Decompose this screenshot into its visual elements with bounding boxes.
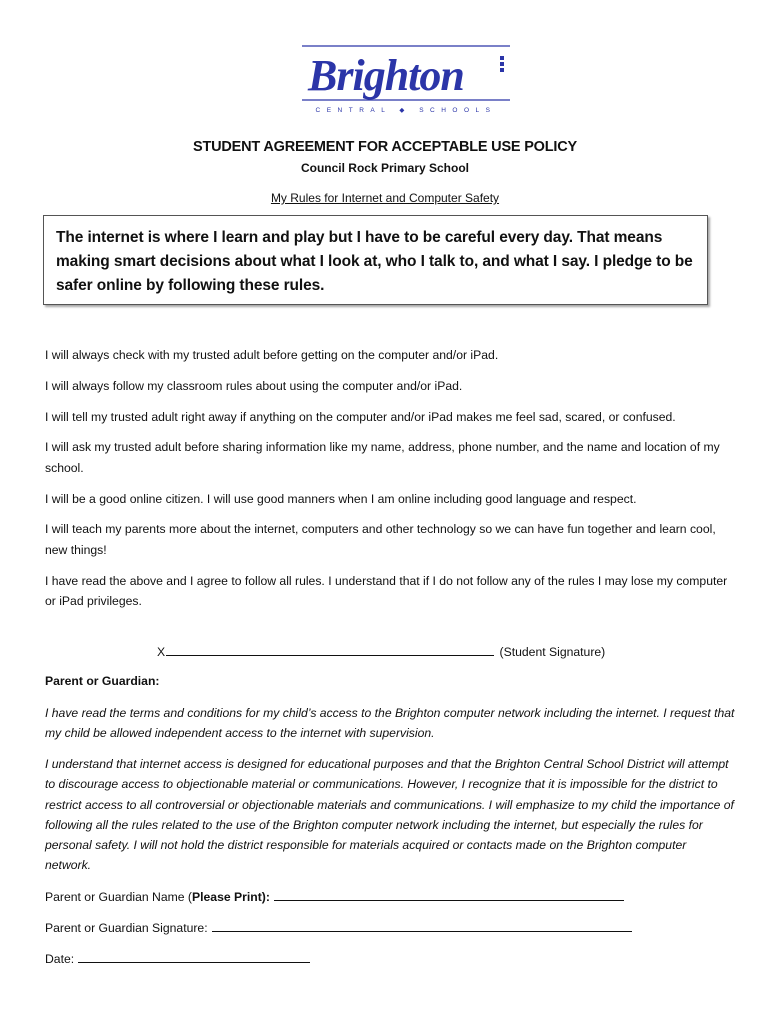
logo-wordmark: Brighton xyxy=(308,51,464,100)
parent-name-label-bold: Please Print): xyxy=(192,890,270,904)
pledge-text: The internet is where I learn and play but I have to be careful every day. That means making smart decisions about what I look at, who I talk to, and what I say. I pledge to be safer online by following these rules. xyxy=(56,229,693,294)
parent-paragraph-1: I have read the terms and conditions for my child’s access to the Brighton computer network including the internet. I request that my child be allowed independent access to the internet with supervision. xyxy=(45,706,735,741)
student-signature-line xyxy=(157,641,605,659)
parent-signature-field[interactable] xyxy=(212,918,632,932)
rule-item: I will teach my parents more about the internet, computers and other technology so we can have fun together and learn cool, new things! xyxy=(45,522,716,557)
date-field[interactable] xyxy=(78,949,310,963)
parent-name-label: Parent or Guardian Name ( xyxy=(45,890,192,904)
rules-heading: My Rules for Internet and Computer Safety xyxy=(270,191,500,205)
student-signature-label: (Student Signature) xyxy=(499,645,606,659)
rule-item: I will ask my trusted adult before sharing information like my name, address, phone number, and the name and location of my school. xyxy=(45,440,720,475)
rule-item: I will tell my trusted adult right away if anything on the computer and/or iPad makes me feel sad, scared, or confused. xyxy=(45,409,676,424)
pledge-box xyxy=(43,215,708,305)
rule-item: I will always check with my trusted adult before getting on the computer and/or iPad. xyxy=(45,348,499,362)
rule-item: I have read the above and I agree to follow all rules. I understand that if I do not follow any of the rules I may lose my computer or iPad privileges. xyxy=(45,573,728,609)
page-title: STUDENT AGREEMENT FOR ACCEPTABLE USE POLICY xyxy=(193,139,577,155)
rules-list xyxy=(45,345,735,622)
parent-guardian-label: Parent or Guardian: xyxy=(45,674,160,688)
school-name: Council Rock Primary School xyxy=(300,161,470,175)
student-signature-field[interactable] xyxy=(166,641,494,656)
parent-paragraph-2: I understand that internet access is designed for educational purposes and that the Brighton Central School District will attempt to discourage access to objectionable material or communications. However, I recognize that it is impossible for the district to restrict access to all controversial or objectionable materials and communications. I will emphasize to my child the importance of following all the rules related to the use of the Brighton computer network including the internet, but especially the rules for personal safety. I will not hold the district responsible for materials acquired or contacts made on the Brighton computer network. xyxy=(45,757,734,873)
parent-name-field-row xyxy=(45,887,624,904)
rule-item: I will always follow my classroom rules about using the computer and/or iPad. xyxy=(45,378,463,393)
brighton-logo xyxy=(296,44,516,116)
parent-name-field[interactable] xyxy=(274,887,624,901)
signature-prefix: X xyxy=(157,645,166,659)
rule-item: I will be a good online citizen. I will use good manners when I am online including good language and respect. xyxy=(45,491,637,506)
logo-tagline: CENTRAL ◆ SCHOOLS xyxy=(315,107,497,114)
date-field-row xyxy=(45,949,310,966)
parent-signature-label: Parent or Guardian Signature: xyxy=(45,921,208,935)
date-label: Date: xyxy=(45,952,75,966)
parent-signature-field-row xyxy=(45,918,632,935)
